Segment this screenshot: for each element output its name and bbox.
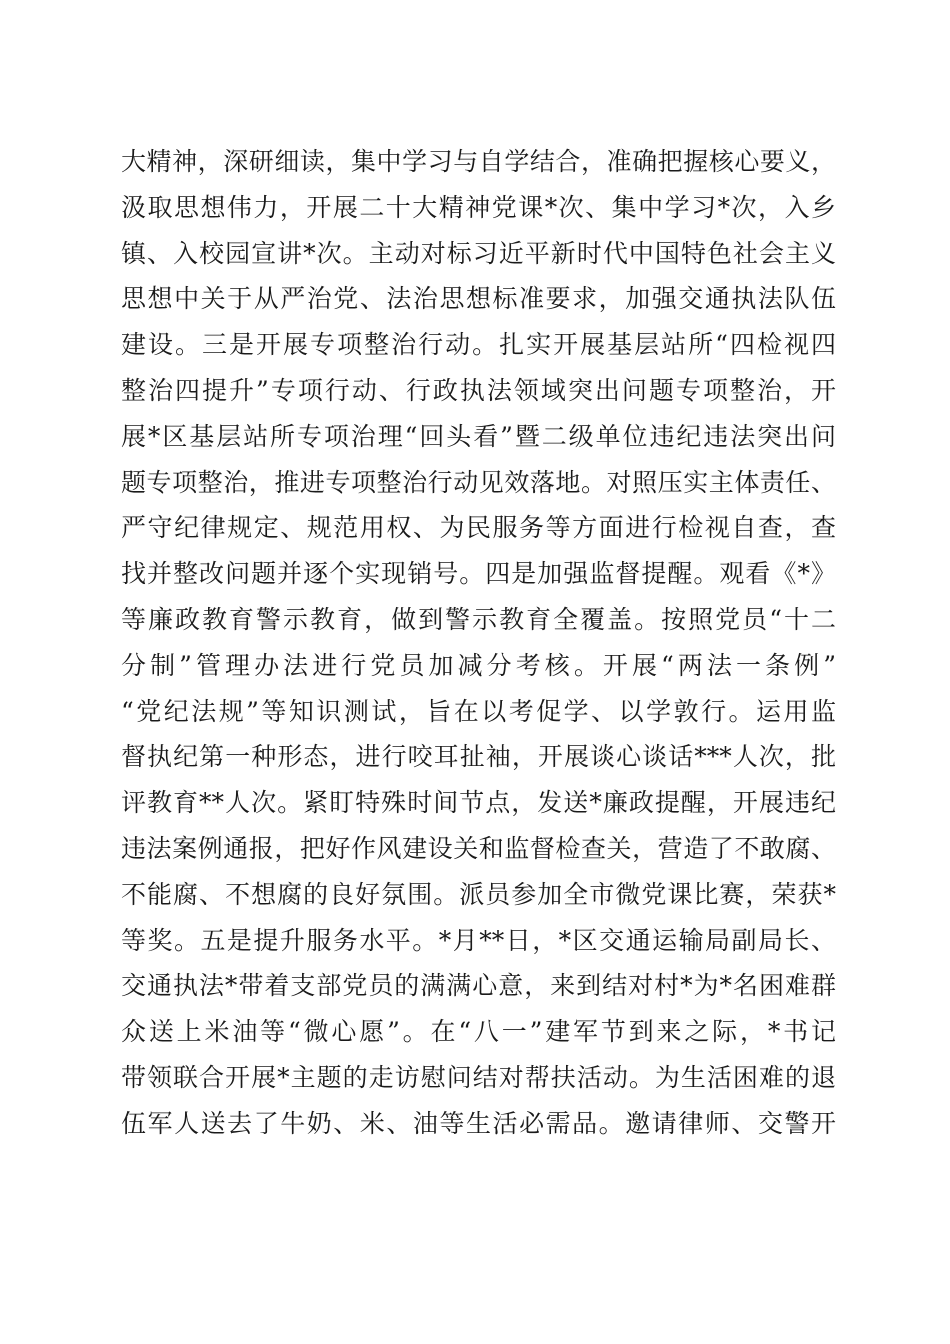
text-line: 带领联合开展*主题的走访慰问结对帮扶活动。为生活困难的退 (121, 1062, 836, 1092)
text-line: 建设。三是开展专项整治行动。扎实开展基层站所“四检视四 (121, 330, 836, 360)
text-line: 严守纪律规定、规范用权、为民服务等方面进行检视自查，查 (121, 513, 836, 543)
text-line: 镇、入校园宣讲*次。主动对标习近平新时代中国特色社会主义 (121, 238, 836, 268)
text-line: 题专项整治，推进专项整治行动见效落地。对照压实主体责任、 (121, 467, 836, 497)
text-line: 找并整改问题并逐个实现销号。四是加强监督提醒。观看《*》 (121, 559, 836, 589)
text-line: 分制”管理办法进行党员加减分考核。开展“两法一条例” (121, 650, 836, 680)
text-line: 等廉政教育警示教育，做到警示教育全覆盖。按照党员“十二 (121, 604, 836, 634)
body-text (121, 139, 836, 1147)
text-line: 评教育**人次。紧盯特殊时间节点，发送*廉政提醒，开展违纪 (121, 788, 836, 818)
text-line: 督执纪第一种形态，进行咬耳扯袖，开展谈心谈话***人次，批 (121, 742, 836, 772)
text-line: 等奖。五是提升服务水平。*月**日，*区交通运输局副局长、 (121, 925, 836, 955)
text-line: 汲取思想伟力，开展二十大精神党课*次、集中学习*次，入乡 (121, 192, 836, 222)
text-line: 展*区基层站所专项治理“回头看”暨二级单位违纪违法突出问 (121, 421, 836, 451)
text-line: 违法案例通报，把好作风建设关和监督检查关，营造了不敢腐、 (121, 833, 836, 863)
text-line: 整治四提升”专项行动、行政执法领域突出问题专项整治，开 (121, 375, 836, 405)
text-line: “党纪法规”等知识测试，旨在以考促学、以学敦行。运用监 (121, 696, 836, 726)
text-line: 众送上米油等“微心愿”。在“八一”建军节到来之际，*书记 (121, 1017, 836, 1047)
text-line: 思想中关于从严治党、法治思想标准要求，加强交通执法队伍 (121, 284, 836, 314)
text-line: 不能腐、不想腐的良好氛围。派员参加全市微党课比赛，荣获* (121, 879, 836, 909)
text-line: 交通执法*带着支部党员的满满心意，来到结对村*为*名困难群 (121, 971, 836, 1001)
text-line: 大精神，深研细读，集中学习与自学结合，准确把握核心要义， (121, 147, 836, 176)
text-line: 伍军人送去了牛奶、米、油等生活必需品。邀请律师、交警开 (121, 1108, 836, 1138)
